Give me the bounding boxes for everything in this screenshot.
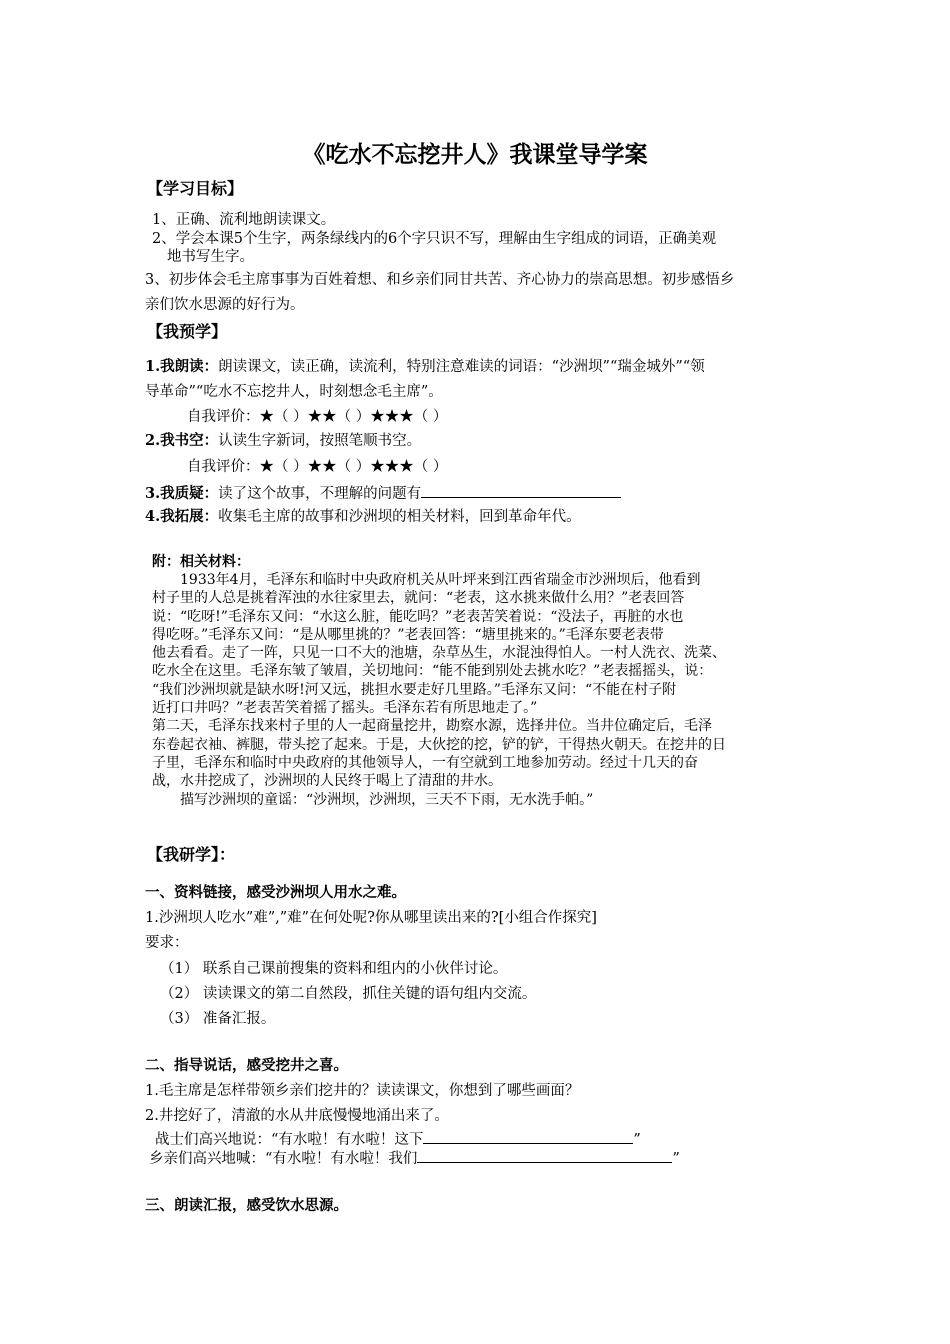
section-one-question: 1.沙洲坝人吃水”难”,”难”在何处呢?你从哪里读出来的?[小组合作探究] — [145, 910, 597, 926]
self-evaluation: 自我评价：★（ ）★★（ ）★★★（ ） — [187, 459, 448, 475]
section-two-title: 二、指导说话，感受挖井之喜。 — [145, 1057, 348, 1074]
material-line: 战，水井挖成了，沙洲坝的人民终于喝上了清甜的井水。 — [152, 773, 502, 790]
goal-line: 1、正确、流利地朗读课文。 — [152, 212, 336, 228]
material-line: 子里，毛泽东和临时中央政府的其他领导人，一有空就到工地参加劳动。经过十几天的奋 — [152, 754, 698, 771]
requirement-item: （3） 准备汇报。 — [160, 1011, 276, 1027]
preview-extend-text: 收集毛主席的故事和沙洲坝的相关材料，回到革命年代。 — [218, 509, 581, 525]
quote-close: ” — [672, 1151, 680, 1167]
material-line: 近打口井吗？”老表苦笑着摇了摇头。毛泽东若有所思地走了。” — [152, 700, 538, 717]
preview-write-text: 认读生字新词，按照笔顺书空。 — [218, 433, 422, 449]
goal-line: 亲们饮水思源的好行为。 — [145, 297, 305, 313]
preview-read-line1 — [145, 358, 705, 376]
page-title: 《吃水不忘挖井人》我课堂导学案 — [302, 142, 648, 168]
goal-line: 3、初步体会毛主席事事为百姓着想、和乡亲们同甘共苦、齐心协力的崇高思想。初步感悟乡 — [145, 272, 735, 288]
goals-heading: 【学习目标】 — [147, 179, 244, 198]
material-body — [152, 571, 726, 809]
preview-question-text: 读了这个故事，不理解的问题有 — [218, 486, 422, 502]
preview-extend-label: 4.我拓展： — [145, 508, 219, 525]
preview-write-label: 2.我书空： — [145, 432, 219, 449]
preview-question-label: 3.我质疑： — [145, 485, 219, 502]
soldier-sentence-text: 战士们高兴地说：“有水啦！有水啦！这下 — [155, 1132, 424, 1148]
material-line: 村子里的人总是挑着浑浊的水往家里去，就问：“老表，这水挑来做什么用？”老表回答 — [152, 590, 685, 607]
preview-read-label: 1.我朗读： — [145, 358, 219, 375]
material-line: 1933年4月，毛泽东和临时中央政府机关从叶坪来到江西省瑞金市沙洲坝后，他看到 — [152, 572, 701, 588]
villager-blank[interactable] — [417, 1148, 672, 1163]
material-line: 描写沙洲坝的童谣：“沙洲坝，沙洲坝，三天不下雨，无水洗手帕。” — [152, 791, 594, 808]
goal-line: 地书写生字。 — [167, 249, 254, 265]
preview-question-line — [145, 483, 621, 503]
soldier-sentence — [155, 1129, 641, 1149]
material-line: 说：“吃呀!”毛泽东又问：“水这么脏，能吃吗？”老表苦笑着说：“没法子，再脏的水也 — [152, 608, 684, 625]
section-three-title: 三、朗读汇报，感受饮水思源。 — [145, 1197, 348, 1214]
preview-write-line — [145, 432, 421, 450]
material-line: 东卷起衣袖、裤腿，带头挖了起来。于是，大伙挖的挖，铲的铲，干得热火朝天。在挖井的日 — [152, 736, 726, 753]
villager-sentence-text: 乡亲们高兴地喊：“有水啦！有水啦！我们 — [149, 1151, 418, 1167]
question-blank[interactable] — [421, 483, 621, 498]
section-one-requirements-label: 要求： — [145, 935, 189, 951]
soldier-blank[interactable] — [423, 1129, 633, 1144]
material-line: 第二天，毛泽东找来村子里的人一起商量挖井，勘察水源，选择井位。当井位确定后，毛泽 — [152, 718, 712, 735]
goal-line: 2、学会本课5个生字，两条绿线内的6个字只识不写，理解由生字组成的词语，正确美观 — [152, 231, 717, 247]
preview-read-text: 朗读课文，读正确，读流利，特别注意难读的词语：“沙洲坝”“瑞金城外”“领 — [218, 359, 705, 375]
research-heading: 【我研学】： — [147, 845, 236, 864]
section-one-title: 一、资料链接，感受沙洲坝人用水之难。 — [145, 884, 406, 901]
material-line: 吃水全在这里。毛泽东皱了皱眉，关切地问：“能不能到别处去挑水吃？”老表摇摇头，说： — [152, 663, 713, 680]
quote-close: ” — [633, 1132, 641, 1148]
villager-sentence — [149, 1148, 680, 1168]
material-line: 他去看看。走了一阵，只见一口不大的池塘，杂草丛生，水混浊得怕人。一村人洗衣、洗菜、 — [152, 645, 726, 662]
requirement-item: （1） 联系自己课前搜集的资料和组内的小伙伴讨论。 — [160, 961, 508, 977]
material-line: “我们沙洲坝就是缺水呀!河又远，挑担水要走好几里路。”毛泽东又问：“不能在村子附 — [152, 681, 677, 698]
self-evaluation: 自我评价：★（ ）★★（ ）★★★（ ） — [187, 409, 448, 425]
material-heading: 附：相关材料： — [152, 554, 250, 570]
requirement-item: （2） 读读课文的第二自然段，抓住关键的语句组内交流。 — [160, 986, 537, 1002]
section-two-question-1: 1.毛主席是怎样带领乡亲们挖井的？读读课文，你想到了哪些画面？ — [145, 1083, 580, 1099]
material-line: 得吃呀。”毛泽东又问：“是从哪里挑的？”老表回答：“塘里挑来的。”毛泽东要老表带 — [152, 626, 664, 643]
preview-read-line2: 导革命”“吃水不忘挖井人，时刻想念毛主席”。 — [145, 384, 443, 400]
preview-extend-line — [145, 508, 581, 526]
section-two-question-2: 2.井挖好了，清澈的水从井底慢慢地涌出来了。 — [145, 1108, 449, 1124]
preview-heading: 【我预学】 — [147, 322, 228, 341]
